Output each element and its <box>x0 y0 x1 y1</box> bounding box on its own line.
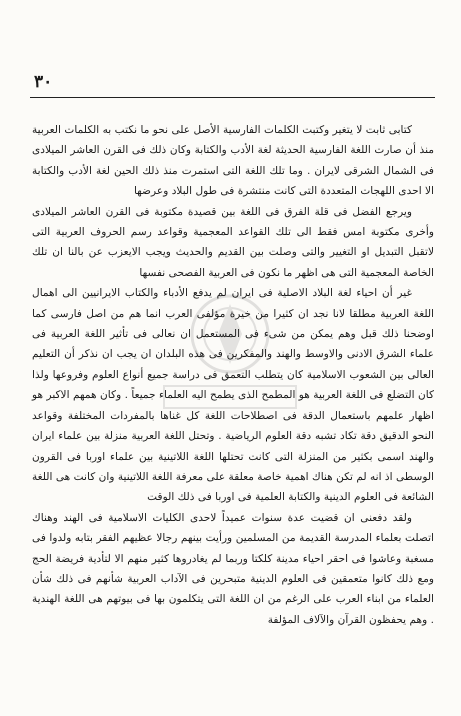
paragraph: غير أن احياء لغة البلاد الاصلية فى ايران لم يدفع الأدباء والكتاب الايرانيين الى اهمال اللغة العربية مطلقا لانا نجد ان كثيرا من خيرة مؤلفى العرب انما هم من اصل فارسى كما اوضحنا ذلك قبل وهم يمكن من شىء فى المستعمل ان نعالى فى تأثير اللغة العربية فى علماء الشرق الادنى والاوسط والهند والمفكرين فى هذه البلدان ان يجب ان نذكر أن التعليم العالى بين الشعوب الاسلامية كان يتطلب التعمق فى دراسة جميع أنواع العلوم وفروعها ولذا كان التضلع فى اللغة العربية هو المطمح الذى يطمح اليه العلماء جميعاً . وكان همهم الاكبر هو اظهار علمهم باستعمال الدقة فى اصطلاحات اللغة كل غناها بالمفردات المختلفة وقواعد النحو الدقيق دقة تكاد تشبه دقة العلوم الرياضية . وتحتل اللغة العربية منزلة بين علماء ايران والهند اسمى بكثير من المنزلة التى كانت تحتلها اللغة اللاتينية بين علماء اوربا فى القرون الوسطى اذ انه لم تكن هناك اهمية خاصة معلقة على معرفة اللغة اللاتينية وان كانت هى اللغة الشائعة فى العلوم الدينية والكتابة العلمية فى اوربا فى ذلك الوقت <box>32 287 434 504</box>
paragraph: كتابى ثابت لا يتغير وكتبت الكلمات الفارسية الأصل على نحو ما نكتب به الكلمات العربية منذ أن صارت اللغة الفارسية الحديثة لغة الأدب والكتابة وكان ذلك فى القرن العاشر الميلادى فى الشمال الشرقى لايران . وما تلك اللغة التى استمرت منذ ذلك الحين لغة الأدب والكتابة الا احدى اللهجات المتعددة التى كانت منتشرة فى طول البلاد وعرضها <box>32 124 434 198</box>
paragraph: ويرجع الفضل فى قلة الفرق فى اللغة بين قصيدة مكتوبة فى القرن العاشر الميلادى وأخرى مكتوبة امس فقط الى تلك القواعد المعجمية وقواعد رسم الحروف العربية التى لاتقبل التبديل او التغيير والتى وصلت بين القديم والحديث ويجب الايعزب عن بالنا ان تلك الخاصة المعجمية التى هى اظهر ما نكون فى العربية الفصحى نفسها <box>32 205 434 279</box>
header-rule <box>30 97 435 98</box>
paragraph: ولقد دفعنى ان قضيت عدة سنوات عميداً لاحدى الكليات الاسلامية فى الهند وهناك اتصلت بعلماء المدرسة القديمة من المسلمين ورأيت بينهم رجالا عظيهم الفقر بتابه ولدوا فى مسغبة وعاشوا فى احقر احياء مدينة كلكتا وربما لم يغادروها كثير منهم الا لتأدية فريضة الحج ومع ذلك كانوا متعمقين فى العلوم الدينية متبحرين فى الآداب العربية شأنهم فى ذلك شأن العلماء من ابناء العرب على الرغم من ان اللغة التى يتكلمون بها فى بيوتهم هى اللغة الهندية . وهم يحفظون القرآن والآلاف المؤلفة <box>32 511 434 626</box>
page-number: ٣٠ <box>34 72 53 92</box>
body-text <box>32 120 434 630</box>
